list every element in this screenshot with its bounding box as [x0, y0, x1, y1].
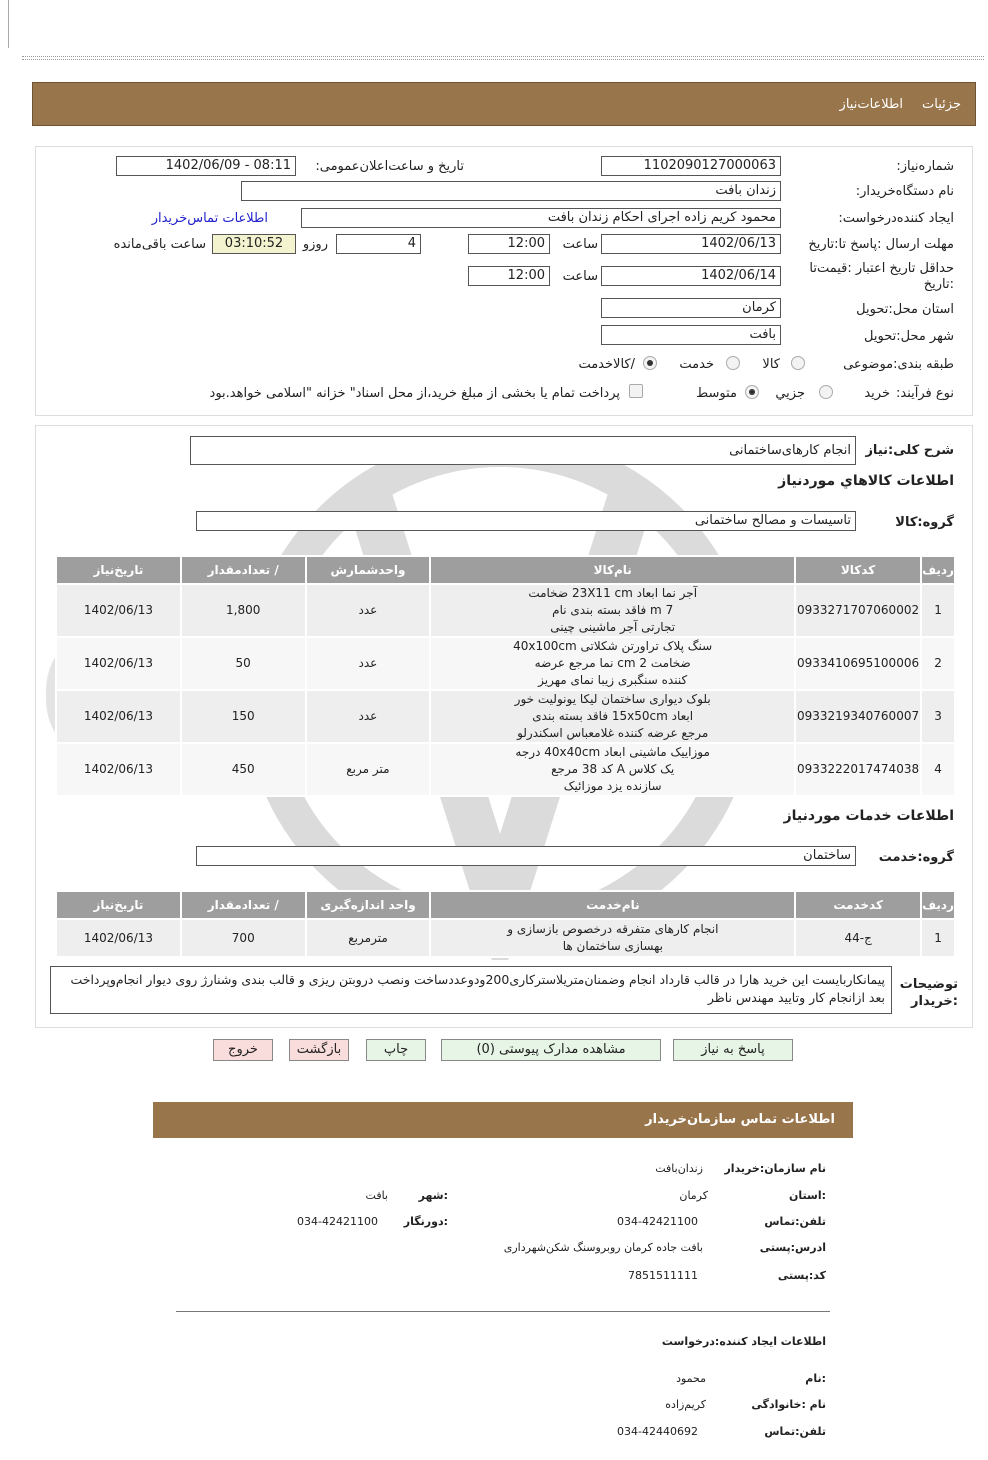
table-row	[57, 920, 954, 956]
goods-col-qty: / تعدادمقدار	[182, 557, 305, 583]
process-medium-label: متوسط	[696, 386, 737, 401]
category-service-radio[interactable]	[726, 356, 740, 370]
process-medium-radio[interactable]	[745, 385, 759, 399]
goods-group-field: تاسیسات و مصالح ساختمانی	[196, 511, 856, 531]
exit-button[interactable]: خروج	[213, 1039, 273, 1061]
desc-label: شرح کلی:نیاز	[865, 443, 954, 458]
category-label: طبقه بندی:موضوعی	[843, 357, 954, 372]
goods-col-unit: واحدشمارش	[307, 557, 430, 583]
need-number-label: شماره‌نیاز:	[896, 159, 954, 174]
tab-need-info[interactable]: اطلاعات‌نیاز	[839, 97, 903, 112]
cell-name: بلوک دیواری ساختمان لیکا یونولیت خور ابعاد 15x50cm فاقد بسته بندی مرجع عرضه کننده غلامعباس اسکندرلو	[431, 691, 794, 742]
process-partial-label: جزیي	[775, 386, 805, 401]
cell-unit: مترمربع	[307, 920, 430, 956]
cell-qty: 150	[182, 691, 305, 742]
category-goods-service-label: /کالاخدمت	[578, 357, 635, 372]
buyer-notes-label: توضیحات :خریدار	[899, 977, 958, 1009]
province-contact-value: کرمان	[679, 1189, 708, 1202]
back-button[interactable]: بازگشت	[289, 1039, 349, 1061]
family-label: نام :خانوادگی	[751, 1398, 826, 1411]
cell-date: 1402/06/13	[57, 638, 180, 689]
buyer-contact-link[interactable]: اطلاعات تماس‌خریدار	[151, 211, 268, 226]
process-label: نوع فرآیند:	[896, 386, 954, 401]
buyer-contact-header	[153, 1102, 853, 1138]
goods-col-date: تاریخ‌نیاز	[57, 557, 180, 583]
table-row	[57, 638, 954, 689]
print-button[interactable]: چاپ	[366, 1039, 426, 1061]
validity-date-field: 1402/06/14	[601, 266, 781, 286]
postal-label: کد:پستی	[777, 1269, 826, 1282]
goods-col-code: کدکالا	[796, 557, 920, 583]
cell-row: 3	[922, 691, 954, 742]
remaining-timer: 03:10:52	[212, 234, 296, 254]
phone-label: تلفن:تماس	[764, 1215, 826, 1228]
province-contact-label: :استان	[789, 1189, 826, 1202]
goods-col-name: نام‌کالا	[431, 557, 794, 583]
city-label: شهر محل:تحویل	[864, 329, 954, 344]
city-contact-value: بافت	[365, 1189, 388, 1202]
validity-time-field: 12:00	[468, 266, 550, 286]
family-value: کریم‌زاده	[665, 1398, 706, 1411]
cell-qty: 50	[182, 638, 305, 689]
service-group-label: گروه:خدمت	[878, 850, 954, 865]
contact-divider	[176, 1311, 830, 1312]
name-label: :نام	[805, 1372, 826, 1385]
table-row	[57, 691, 954, 742]
creator-field: محمود کریم زاده اجرای احکام زندان بافت	[301, 208, 781, 228]
services-table	[55, 890, 956, 958]
validity-label: حداقل تاریخ اعتبار :قیمت‌تا :تاریخ	[809, 261, 954, 292]
cell-qty: 700	[182, 920, 305, 956]
cell-name: موزاییک ماشینی ابعاد 40x40cm درجه یک کلاس A کد 38 مرجع سازنده یزد موزائیک	[431, 744, 794, 795]
name-value: محمود	[676, 1372, 706, 1385]
services-col-unit: واحد اندازه‌گیری	[307, 892, 430, 918]
cell-unit: عدد	[307, 585, 430, 636]
org-label: نام سازمان:خریدار	[724, 1162, 826, 1175]
cell-date: 1402/06/13	[57, 585, 180, 636]
org-value: زندان‌بافت	[655, 1162, 703, 1175]
reply-date-field: 1402/06/13	[601, 234, 781, 254]
announce-field: 1402/06/09 - 08:11	[116, 156, 296, 176]
creator-phone-label: تلفن:تماس	[764, 1425, 826, 1438]
cell-unit: متر مربع	[307, 744, 430, 795]
cell-code: 0933410695100006	[796, 638, 920, 689]
cell-code: 0933271707060002	[796, 585, 920, 636]
treasury-note: پرداخت تمام یا بخشی از مبلغ خرید،از محل اسناد" خزانه "اسلامی خواهد.بود	[209, 386, 620, 401]
cell-name: آجر نما ابعاد 23X11 cm ضخامت 7 m فاقد بسته بندی نام تجارتی آجر ماشینی چینی	[431, 585, 794, 636]
services-col-code: کدخدمت	[796, 892, 920, 918]
address-value: بافت جاده کرمان روبروسنگ شکن‌شهرداری	[503, 1241, 703, 1254]
cell-row: 4	[922, 744, 954, 795]
dotted-divider	[22, 56, 984, 60]
process-purchase-label: خرید	[864, 386, 890, 401]
services-col-name: نام‌خدمت	[431, 892, 794, 918]
fax-value: 034-42421100	[297, 1215, 378, 1228]
fax-label: :دورنگار	[403, 1215, 448, 1228]
reply-button[interactable]: پاسخ به نیاز	[673, 1039, 793, 1061]
cell-row: 2	[922, 638, 954, 689]
goods-group-label: گروه:کالا	[895, 515, 954, 530]
reply-deadline-label: مهلت ارسال :پاسخ تا:تاریخ	[808, 237, 954, 252]
cell-unit: عدد	[307, 691, 430, 742]
cell-name: انجام کارهای متفرقه درخصوص بازسازی و بهسازی ساختمان ها	[431, 920, 794, 956]
category-service-label: خدمت	[679, 357, 714, 372]
cell-row: 1	[922, 920, 954, 956]
category-goods-label: کالا	[762, 357, 780, 372]
services-col-row: ردیف	[922, 892, 954, 918]
services-col-qty: / تعدادمقدار	[182, 892, 305, 918]
process-partial-radio[interactable]	[819, 385, 833, 399]
validity-hour-label: ساعت	[562, 269, 598, 284]
tab-details[interactable]: جزئیات	[922, 97, 961, 112]
postal-value: 7851511111	[628, 1269, 698, 1282]
services-section-title: اطلاعات خدمات موردنياز	[783, 808, 954, 824]
top-navigation-bar	[32, 82, 976, 126]
category-goods-service-radio[interactable]	[643, 356, 657, 370]
buyer-contact-title: اطلاعات تماس سازمان‌خریدار	[645, 1112, 835, 1127]
need-number-field: 1102090127000063	[601, 156, 781, 176]
days-field: 4	[336, 234, 421, 254]
cell-date: 1402/06/13	[57, 691, 180, 742]
window-edge	[8, 0, 9, 48]
cell-date: 1402/06/13	[57, 920, 180, 956]
goods-col-row: ردیف	[922, 557, 954, 583]
city-field: بافت	[601, 325, 781, 345]
attachments-button[interactable]: مشاهده مدارک پیوستی (0)	[441, 1039, 661, 1061]
cell-code: 0933219340760007	[796, 691, 920, 742]
cell-qty: 1,800	[182, 585, 305, 636]
remaining-label: ساعت باقی‌مانده	[113, 237, 206, 252]
table-row	[57, 744, 954, 795]
cell-row: 1	[922, 585, 954, 636]
desc-field: انجام کارهای‌ساختمانی	[190, 436, 856, 465]
address-label: ادرس:پستی	[759, 1241, 826, 1254]
province-label: استان محل:تحویل	[856, 302, 954, 317]
cell-code: 0933222017474038	[796, 744, 920, 795]
province-field: کرمان	[601, 298, 781, 318]
city-contact-label: :شهر	[418, 1189, 448, 1202]
buyer-org-field: زندان بافت	[241, 181, 781, 201]
creator-info-title: اطلاعات ایجاد کننده:درخواست	[661, 1335, 826, 1348]
creator-phone-value: 034-42440692	[617, 1425, 698, 1438]
goods-section-title: اطلاعات کالاهاي موردنياز	[778, 473, 954, 489]
cell-qty: 450	[182, 744, 305, 795]
service-group-field: ساختمان	[196, 846, 856, 866]
reply-time-field: 12:00	[468, 234, 550, 254]
category-goods-radio[interactable]	[791, 356, 805, 370]
services-col-date: تاریخ‌نیاز	[57, 892, 180, 918]
buyer-org-label: نام دستگاه‌خریدار:	[855, 184, 954, 199]
table-row	[57, 585, 954, 636]
creator-label: ایجاد کننده‌درخواست:	[838, 211, 954, 226]
goods-table	[55, 555, 956, 797]
cell-code: ج-44	[796, 920, 920, 956]
buyer-notes-field: پیمانکاربایست این خرید هارا در قالب قارداد انجام وضمنان‌متریلاسترکاری200ودوعددساخت ونصب دروبتن ریزی و قالب بندی وشنارژ روی دیوار انجام‌وپرداخت بعد ازانجام کار وتایید مهندس ناظر	[50, 966, 892, 1014]
reply-hour-label: ساعت	[562, 237, 598, 252]
days-label: روزو	[302, 237, 328, 252]
cell-unit: عدد	[307, 638, 430, 689]
cell-name: سنگ پلاک تراورتن شکلاتی 40x100cm ضخامت 2 cm نما مرجع عرضه کننده سنگبری زیبا نمای مهریز	[431, 638, 794, 689]
treasury-checkbox[interactable]	[629, 384, 643, 398]
cell-date: 1402/06/13	[57, 744, 180, 795]
phone-value: 034-42421100	[617, 1215, 698, 1228]
announce-label: تاریخ و ساعت‌اعلان‌عمومی:	[315, 159, 464, 174]
